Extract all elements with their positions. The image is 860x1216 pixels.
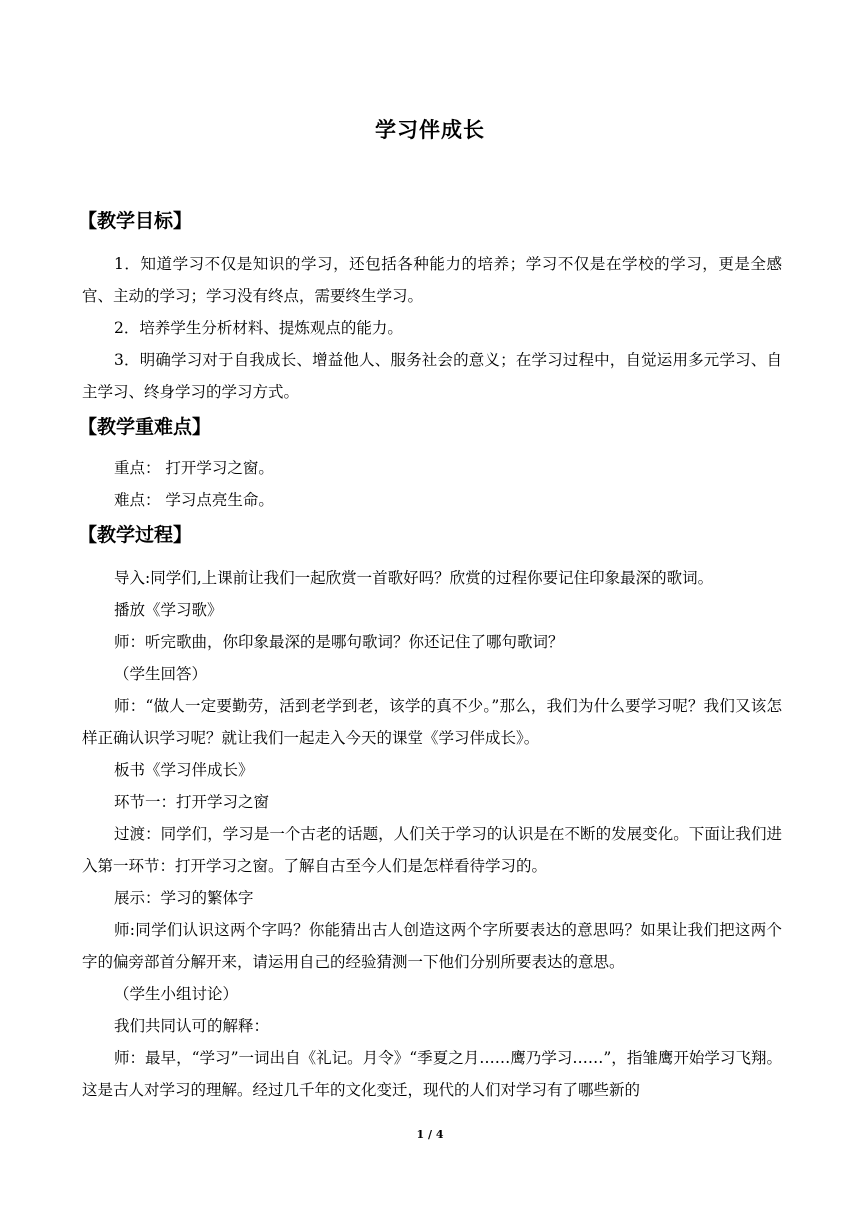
page-title: 学习伴成长 xyxy=(375,117,485,142)
goal-item-3: 3．明确学习对于自我成长、增益他人、服务社会的意义；在学习过程中，自觉运用多元学习、自主学习、终身学习的学习方式。 xyxy=(82,351,782,401)
process-paragraph: 师：“做人一定要勤劳，活到老学到老，该学的真不少。”那么，我们为什么要学习呢？我们又该怎样正确认识学习呢？就让我们一起走入今天的课堂《学习伴成长》。 xyxy=(82,697,782,747)
process-paragraph: 师:同学们认识这两个字吗？你能猜出古人创造这两个字所要表达的意思吗？如果让我们把这两个字的偏旁部首分解开来，请运用自己的经验猜测一下他们分别所要表达的意思。 xyxy=(82,921,782,971)
process-paragraph: （学生回答） xyxy=(114,665,208,683)
section-heading-goals: 【教学目标】 xyxy=(78,210,193,232)
section-heading-process: 【教学过程】 xyxy=(78,524,193,546)
goal-item-2: 2．培养学生分析材料、提炼观点的能力。 xyxy=(114,319,403,337)
difficult-point-item: 难点： 学习点亮生命。 xyxy=(114,491,274,509)
process-paragraph: 师：听完歌曲，你印象最深的是哪句歌词？你还记住了哪句歌词？ xyxy=(114,633,564,651)
process-paragraph: 师：最早，“学习”一词出自《礼记。月令》“季夏之月……鹰乃学习……”，指雏鹰开始学习飞翔。这是古人对学习的理解。经过几千年的文化变迁，现代的人们对学习有了哪些新的 xyxy=(82,1049,782,1099)
process-paragraph: 我们共同认可的解释： xyxy=(114,1017,270,1035)
page-number: 1 / 4 xyxy=(416,1128,444,1141)
process-paragraph: 环节一：打开学习之窗 xyxy=(114,793,270,811)
process-paragraph: 导入:同学们,上课前让我们一起欣赏一首歌好吗？欣赏的过程你要记住印象最深的歌词。 xyxy=(114,569,714,587)
key-point-item: 重点： 打开学习之窗。 xyxy=(114,459,274,477)
process-paragraph: 板书《学习伴成长》 xyxy=(114,761,254,779)
process-paragraph: （学生小组讨论） xyxy=(114,985,239,1003)
section-heading-key-points: 【教学重难点】 xyxy=(78,416,212,438)
process-paragraph: 过渡：同学们，学习是一个古老的话题，人们关于学习的认识是在不断的发展变化。下面让我们进入第一环节：打开学习之窗。了解自古至今人们是怎样看待学习的。 xyxy=(82,825,782,875)
goal-item-1: 1．知道学习不仅是知识的学习，还包括各种能力的培养；学习不仅是在学校的学习，更是全感官、主动的学习；学习没有终点，需要终生学习。 xyxy=(82,255,782,305)
process-paragraph: 播放《学习歌》 xyxy=(114,601,223,619)
process-paragraph: 展示：学习的繁体字 xyxy=(114,889,254,907)
